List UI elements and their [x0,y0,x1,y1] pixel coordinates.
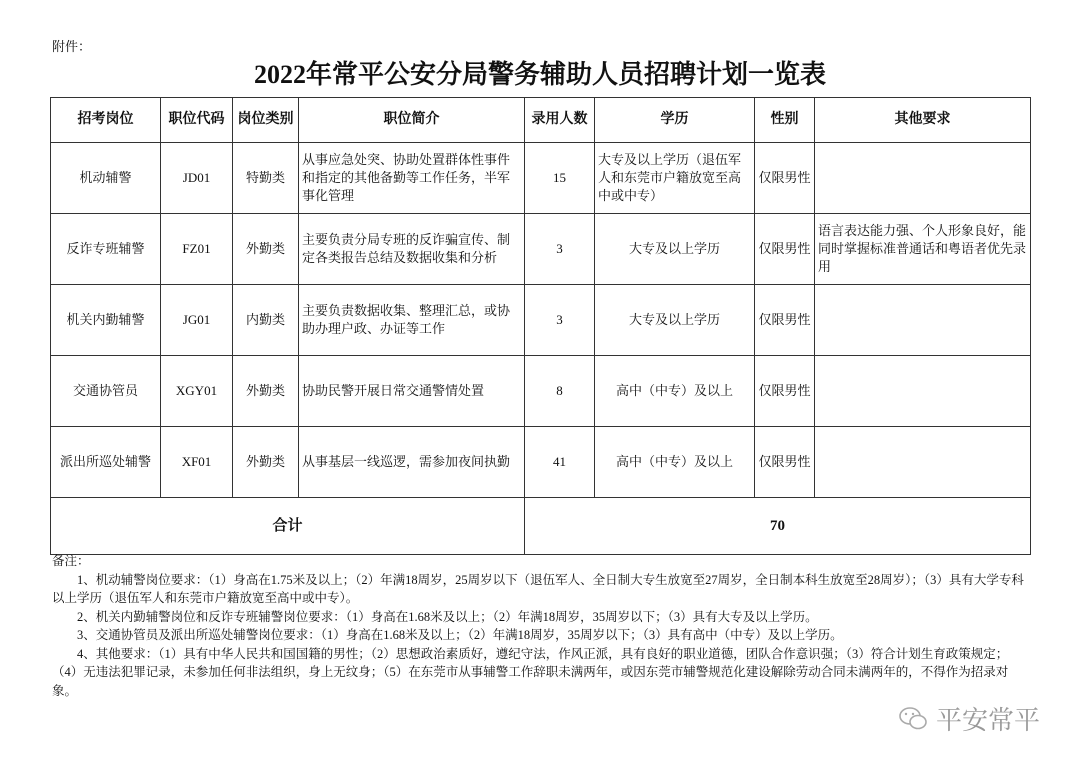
cell-education: 大专及以上学历 [595,214,755,285]
cell-gender: 仅限男性 [755,285,815,356]
cell-description: 从事应急处突、协助处置群体性事件和指定的其他备勤等工作任务，半军事化管理 [299,143,525,214]
note-item: 1、机动辅警岗位要求：（1）身高在1.75米及以上；（2）年满18周岁，25周岁以下（退伍军人、全日制大专生放宽至27周岁，全日制本科生放宽至28周岁）；（3）具有大学专科以上学历（退伍军人和东莞市户籍放宽至高中或中专）。 [52,572,1024,605]
cell-position: 交通协管员 [51,356,161,427]
cell-code: JD01 [161,143,233,214]
cell-category: 特勤类 [233,143,299,214]
header-cell: 学历 [595,98,755,143]
cell-description: 主要负责分局专班的反诈骗宣传、制定各类报告总结及数据收集和分析 [299,214,525,285]
cell-code: FZ01 [161,214,233,285]
cell-count: 8 [525,356,595,427]
cell-count: 3 [525,285,595,356]
table-header-row [51,98,1031,143]
table-row [51,143,1031,214]
header-cell: 其他要求 [815,98,1031,143]
table-row [51,356,1031,427]
total-label: 合计 [51,498,525,555]
cell-gender: 仅限男性 [755,356,815,427]
header-cell: 职位代码 [161,98,233,143]
cell-count: 41 [525,427,595,498]
watermark [898,700,1040,737]
recruitment-table [50,97,1031,555]
cell-position: 派出所巡处辅警 [51,427,161,498]
cell-category: 外勤类 [233,427,299,498]
note-item: 2、机关内勤辅警岗位和反诈专班辅警岗位要求：（1）身高在1.68米及以上；（2）年满18周岁，35周岁以下；（3）具有大专及以上学历。 [77,609,818,624]
cell-position: 机关内勤辅警 [51,285,161,356]
notes [52,552,1027,700]
header-cell: 招考岗位 [51,98,161,143]
cell-count: 3 [525,214,595,285]
cell-other [815,143,1031,214]
table-row [51,427,1031,498]
watermark-text: 平安常平 [935,706,1040,736]
page-title: 2022年常平公安分局警务辅助人员招聘计划一览表 [253,60,826,89]
cell-gender: 仅限男性 [755,427,815,498]
cell-education: 大专及以上学历 [595,285,755,356]
wechat-icon [898,706,928,732]
cell-category: 内勤类 [233,285,299,356]
header-cell: 岗位类别 [233,98,299,143]
attachment-label: 附件： [52,39,92,54]
cell-education: 高中（中专）及以上 [595,427,755,498]
note-item: 3、交通协管员及派出所巡处辅警岗位要求：（1）身高在1.68米及以上；（2）年满18周岁，35周岁以下；（3）具有高中（中专）及以上学历。 [77,628,843,642]
header-cell: 录用人数 [525,98,595,143]
total-row [51,498,1031,555]
notes-heading: 备注： [52,554,90,568]
cell-description: 主要负责数据收集、整理汇总，或协助办理户政、办证等工作 [299,285,525,356]
cell-description: 从事基层一线巡逻，需参加夜间执勤 [299,427,525,498]
note-item: 4、其他要求：（1）具有中华人民共和国国籍的男性；（2）思想政治素质好，遵纪守法，作风正派，具有良好的职业道德，团队合作意识强；（3）符合计划生育政策规定；（4）无违法犯罪记录，未参加任何非法组织，身上无纹身；（5）在东莞市从事辅警工作辞职未满两年，或因东莞市辅警规范化建设解除劳动合同未满两年的，不得作为招录对象。 [52,646,1009,698]
cell-other: 语言表达能力强、个人形象良好，能同时掌握标准普通话和粤语者优先录用 [815,214,1031,285]
cell-other [815,356,1031,427]
cell-gender: 仅限男性 [755,143,815,214]
cell-category: 外勤类 [233,356,299,427]
header-cell: 职位简介 [299,98,525,143]
cell-education: 高中（中专）及以上 [595,356,755,427]
cell-other [815,285,1031,356]
table-row [51,214,1031,285]
cell-code: JG01 [161,285,233,356]
cell-gender: 仅限男性 [755,214,815,285]
cell-code: XF01 [161,427,233,498]
cell-education: 大专及以上学历（退伍军人和东莞市户籍放宽至高中或中专） [595,143,755,214]
cell-category: 外勤类 [233,214,299,285]
table-row [51,285,1031,356]
cell-description: 协助民警开展日常交通警情处置 [299,356,525,427]
cell-position: 机动辅警 [51,143,161,214]
cell-count: 15 [525,143,595,214]
cell-other [815,427,1031,498]
cell-position: 反诈专班辅警 [51,214,161,285]
cell-code: XGY01 [161,356,233,427]
header-cell: 性别 [755,98,815,143]
total-value: 70 [525,498,1031,555]
